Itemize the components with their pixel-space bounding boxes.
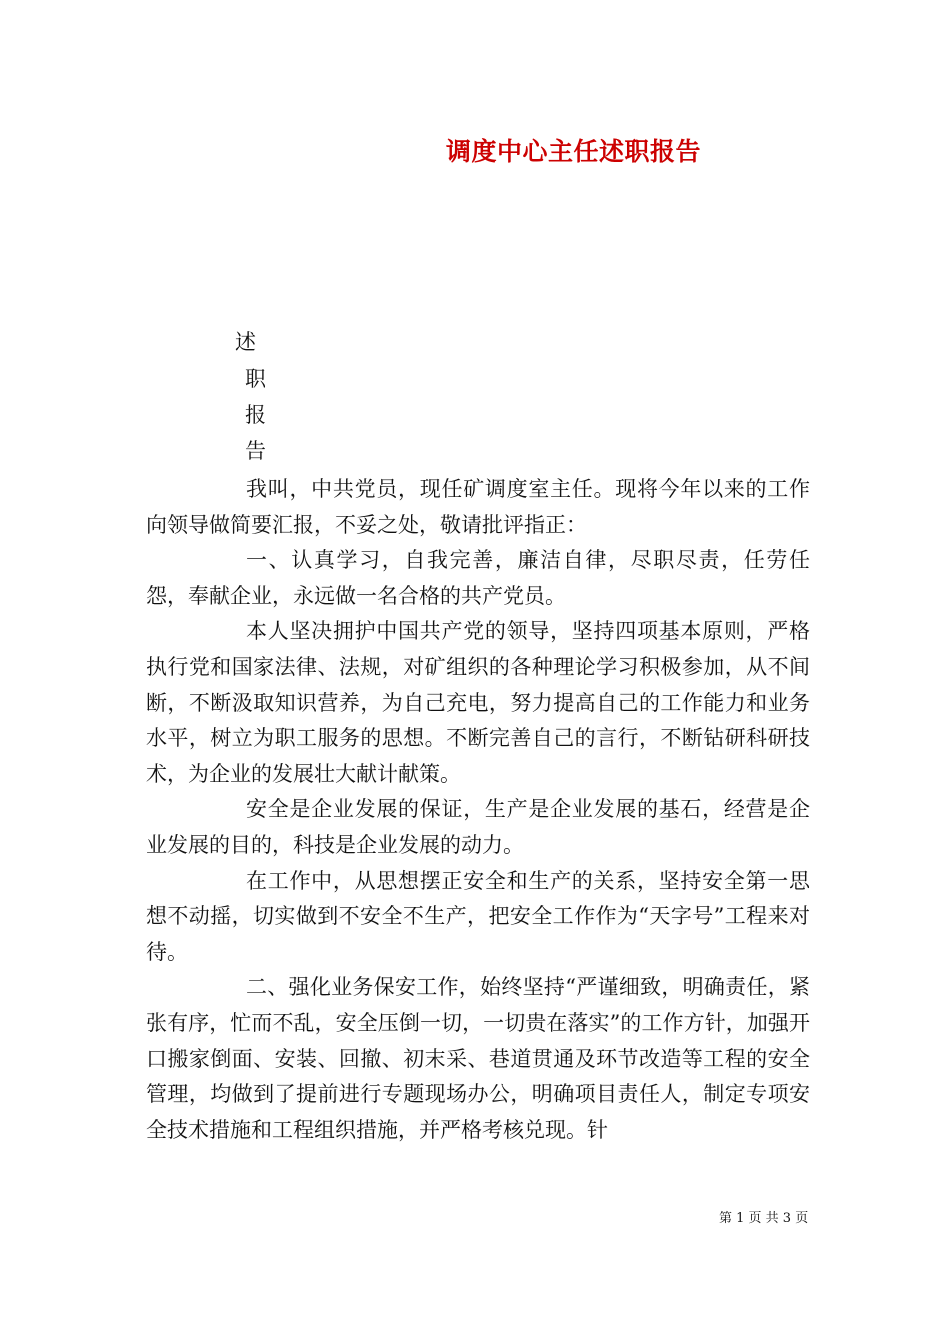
paragraph: 二、强化业务保安工作，始终坚持“严谨细致，明确责任，紧张有序，忙而不乱，安全压倒一切，一切贵在落实”的工作方针，加强开口搬家倒面、安装、回撤、初末采、巷道贯通及环节改造等工程的安全管理，均做到了提前进行专题现场办公，明确项目责任人，制定专项安全技术措施和工程组织措施，并严格考核兑现。针	[146, 975, 810, 1142]
page-footer: 第 1 页 共 3 页	[719, 1211, 809, 1226]
paragraph: 一、认真学习，自我完善，廉洁自律，尽职尽责，任劳任怨，奉献企业，永远做一名合格的共产党员。	[146, 548, 810, 608]
paragraph: 我叫，中共党员，现任矿调度室主任。现将今年以来的工作向领导做简要汇报，不妥之处，敬请批评指正：	[146, 477, 810, 537]
vertical-heading-char: 告	[245, 439, 266, 463]
vertical-heading-char: 职	[245, 367, 266, 391]
vertical-heading-char: 报	[245, 403, 266, 427]
document-title: 调度中心主任述职报告	[446, 137, 702, 166]
paragraph: 在工作中，从思想摆正安全和生产的关系，坚持安全第一思想不动摇，切实做到不安全不生产，把安全工作作为“天字号”工程来对待。	[146, 868, 810, 964]
paragraph: 本人坚决拥护中国共产党的领导，坚持四项基本原则，严格执行党和国家法律、法规，对矿组织的各种理论学习积极参加，从不间断，不断汲取知识营养，为自己充电，努力提高自己的工作能力和业务水平，树立为职工服务的思想。不断完善自己的言行，不断钻研科研技术，为企业的发展壮大献计献策。	[146, 619, 810, 786]
document-body	[146, 472, 810, 1148]
vertical-heading-char: 述	[235, 330, 256, 354]
paragraph: 安全是企业发展的保证，生产是企业发展的基石，经营是企业发展的目的，科技是企业发展的动力。	[146, 797, 810, 857]
